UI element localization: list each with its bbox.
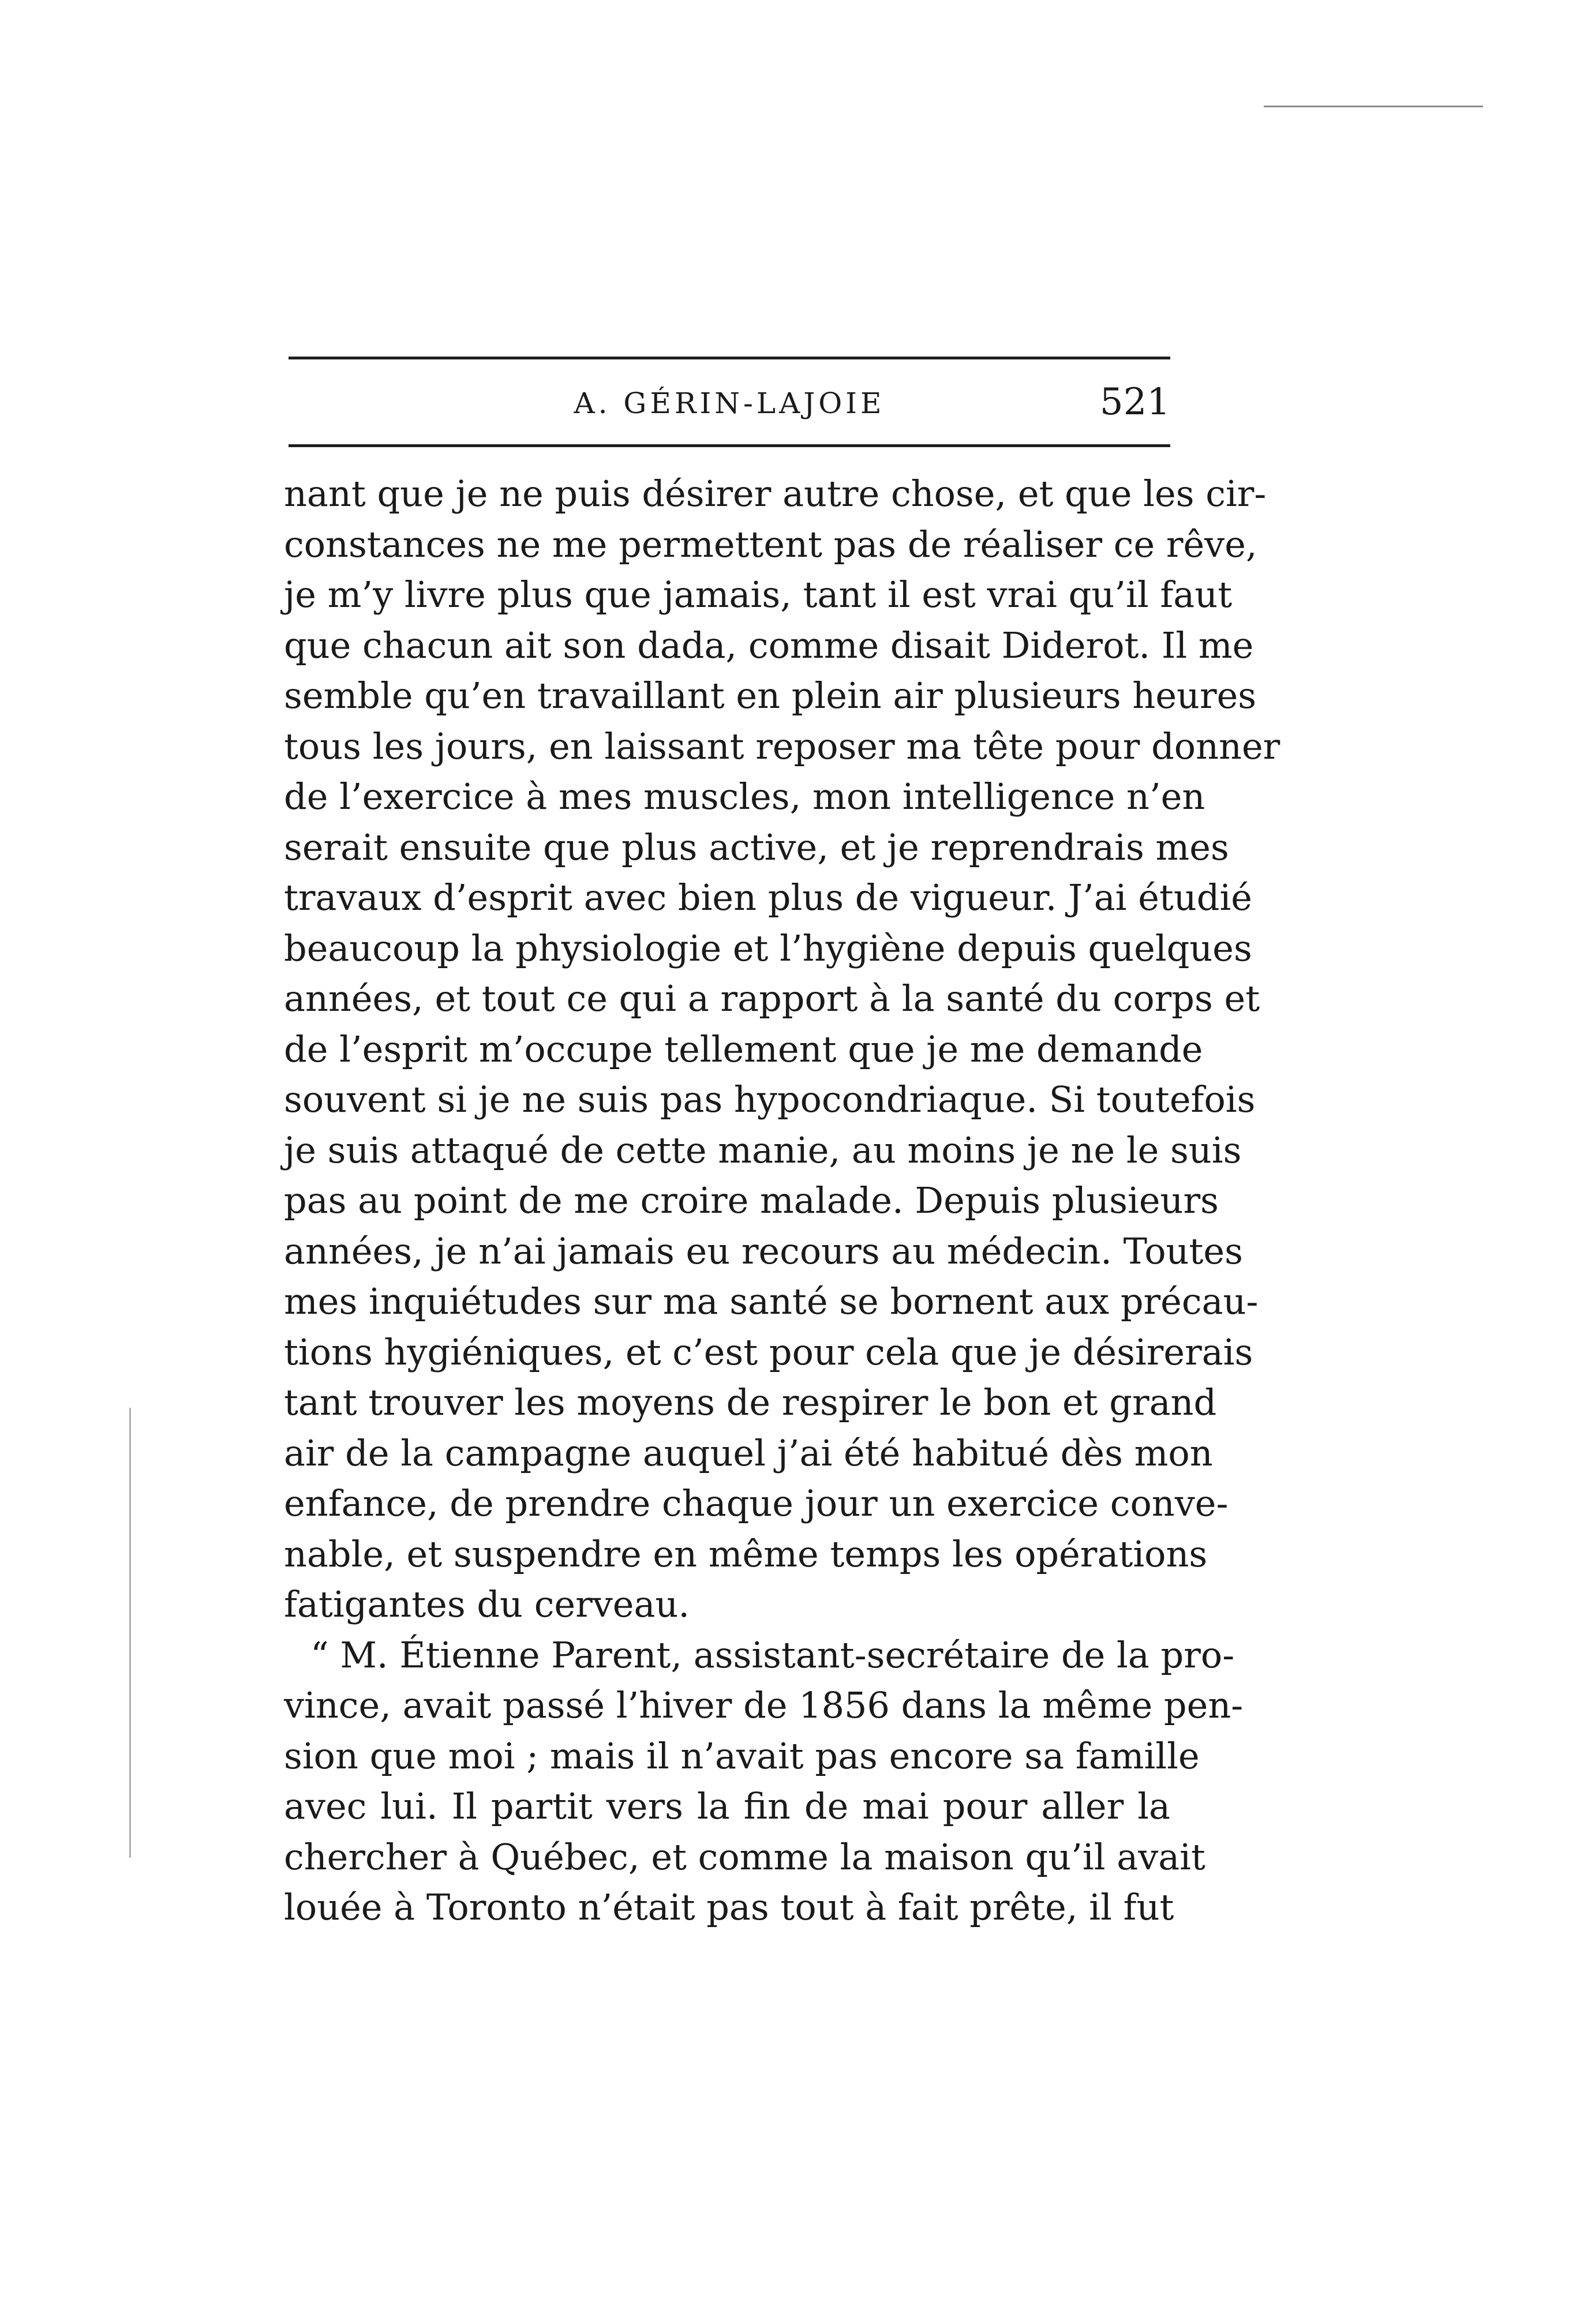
text-line: constances ne me permettent pas de réaliser ce rêve, bbox=[284, 523, 1257, 565]
scan-mark-left-margin bbox=[129, 1408, 131, 1858]
text-line: je suis attaqué de cette manie, au moins je ne le suis bbox=[284, 1129, 1242, 1171]
text-line: louée à Toronto n’était pas tout à fait prête, il fut bbox=[284, 1886, 1174, 1928]
text-line-paragraph-start: “ M. Étienne Parent, assistant-secrétaire de la pro- bbox=[310, 1633, 1235, 1676]
text-line: tant trouver les moyens de respirer le bon et grand bbox=[284, 1381, 1217, 1423]
text-line: air de la campagne auquel j’ai été habitué dès mon bbox=[284, 1431, 1213, 1474]
text-line: je m’y livre plus que jamais, tant il est vrai qu’il faut bbox=[284, 573, 1233, 616]
text-line: souvent si je ne suis pas hypocondriaque. Si toutefois bbox=[284, 1078, 1256, 1120]
header-top-rule bbox=[289, 357, 1170, 359]
text-line: serait ensuite que plus active, et je reprendrais mes bbox=[284, 826, 1229, 868]
text-line: enfance, de prendre chaque jour un exercice conve- bbox=[284, 1482, 1229, 1524]
scan-mark-top-right bbox=[1264, 106, 1483, 107]
text-line: années, et tout ce qui a rapport à la santé du corps et bbox=[284, 977, 1260, 1019]
text-line: mes inquiétudes sur ma santé se bornent aux précau- bbox=[284, 1280, 1259, 1322]
text-line: vince, avait passé l’hiver de 1856 dans la même pen- bbox=[284, 1684, 1244, 1726]
text-line: pas au point de me croire malade. Depuis plusieurs bbox=[284, 1179, 1219, 1221]
page-number: 521 bbox=[1099, 381, 1170, 423]
text-line-paragraph-end: fatigantes du cerveau. bbox=[284, 1583, 690, 1625]
header-bottom-rule bbox=[289, 444, 1170, 447]
text-line: avec lui. Il partit vers la fin de mai pour aller la bbox=[284, 1785, 1170, 1827]
body-text bbox=[284, 468, 1280, 1933]
text-line: tous les jours, en laissant reposer ma tête pour donner bbox=[284, 725, 1280, 767]
text-line: semble qu’en travaillant en plein air plusieurs heures bbox=[284, 674, 1257, 717]
text-line: années, je n’ai jamais eu recours au médecin. Toutes bbox=[284, 1230, 1243, 1272]
text-line: sion que moi ; mais il n’avait pas encore sa famille bbox=[284, 1734, 1200, 1777]
text-line: beaucoup la physiologie et l’hygiène depuis quelques bbox=[284, 927, 1252, 969]
text-line: tions hygiéniques, et c’est pour cela que je désirerais bbox=[284, 1330, 1253, 1373]
text-line: travaux d’esprit avec bien plus de vigueur. J’ai étudié bbox=[284, 876, 1252, 919]
text-line: nant que je ne puis désirer autre chose, et que les cir- bbox=[284, 473, 1267, 515]
text-line: de l’esprit m’occupe tellement que je me demande bbox=[284, 1028, 1203, 1070]
running-head bbox=[289, 381, 1170, 433]
text-line: que chacun ait son dada, comme disait Diderot. Il me bbox=[284, 624, 1254, 666]
text-line: nable, et suspendre en même temps les opérations bbox=[284, 1532, 1208, 1575]
running-title: A. GÉRIN-LAJOIE bbox=[574, 387, 885, 420]
text-line: de l’exercice à mes muscles, mon intelligence n’en bbox=[284, 775, 1205, 818]
text-line: chercher à Québec, et comme la maison qu’il avait bbox=[284, 1835, 1205, 1878]
